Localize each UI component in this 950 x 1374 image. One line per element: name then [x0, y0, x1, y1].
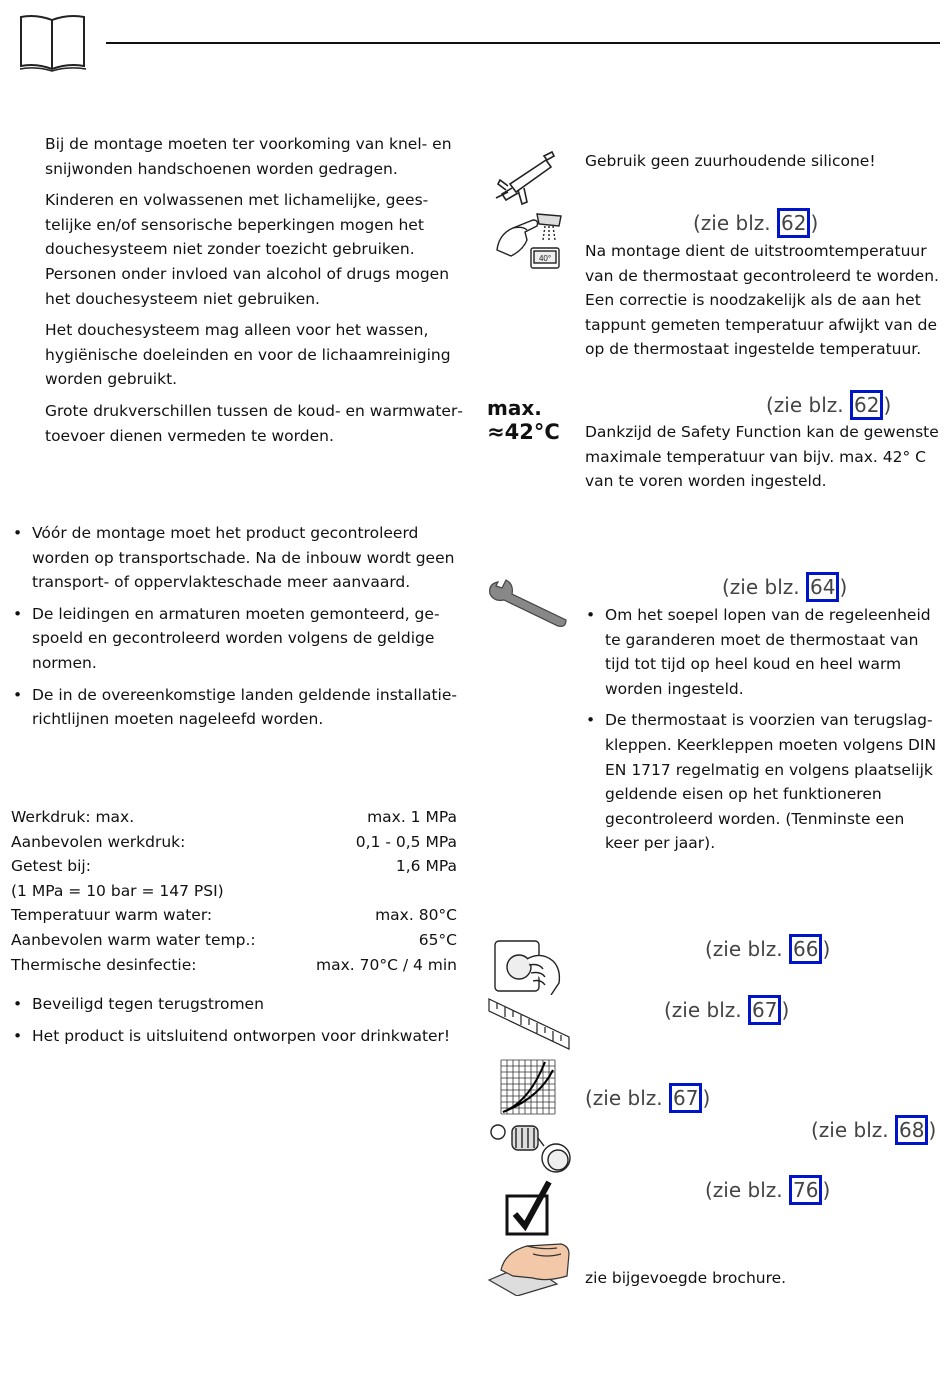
- spec-label: Temperatuur warm water:: [11, 906, 213, 925]
- silicone-gun-icon: [494, 150, 558, 210]
- list-item: • De leidingen en armaturen moeten gemonteerd, gespoeld en gecontroleerd worden volgens de geldige normen.: [11, 602, 463, 676]
- safety-paragraph: Kinderen en volwassenen met lichamelijke, geestelijke en/of sensorische beperkingen mogen het douchesysteem niet zonder toezicht gebruiken. Personen onder invloed van alcohol of drugs mogen het douchesysteem niet gebruiken.: [45, 191, 450, 308]
- list-item: • Om het soepel lopen van de regeleenheid te garanderen moet de thermostaat van tijd tot tijd op heel koud en heel warm worden ingesteld.: [584, 603, 940, 701]
- cartridge-parts-icon: [488, 1118, 574, 1180]
- hand-thermometer-icon: [493, 210, 563, 276]
- page-link[interactable]: 64: [806, 572, 839, 602]
- max-temp-label: max.: [487, 396, 542, 420]
- spec-label: Getest bij:: [11, 857, 91, 876]
- spec-value: 65°C: [418, 930, 457, 949]
- spec-value: max. 70°C / 4 min: [315, 955, 457, 974]
- page-ref-67-a: (zie blz. 67 ): [664, 998, 789, 1022]
- spec-label: (1 MPa = 10 bar = 147 PSI): [11, 881, 224, 900]
- ruler-icon: [487, 997, 571, 1059]
- spec-value: 1,6 MPa: [395, 857, 457, 876]
- max-temp-symbol: [487, 396, 560, 444]
- list-item: • Beveiligd tegen terugstromen: [11, 992, 463, 1017]
- spec-row: [11, 953, 457, 978]
- spec-label: Thermische desinfectie:: [11, 955, 197, 974]
- safety-paragraph: Bij de montage moeten ter voorkoming van knel- en snijwonden handschoenen worden gedragen.: [45, 135, 452, 178]
- spec-row: [11, 928, 457, 953]
- spec-row: [11, 854, 457, 879]
- spec-value: 0,1 - 0,5 MPa: [355, 832, 457, 851]
- list-item: • De thermostaat is voorzien van terugslagkleppen. Keerkleppen moeten volgens DIN EN 1717 regelmatig en volgens plaatselijk geldende eisen op het funktioneren gecontroleerd worden. (Tenminste een keer per jaar).: [584, 708, 940, 856]
- page-ref-62-a: (zie blz. 62 ): [693, 211, 818, 235]
- calibration-text: Na montage dient de uitstroomtemperatuur van de thermostaat gecontroleerd te worden. Een correctie is noodzakelijk als de aan het tappunt gemeten temperatuur afwijkt van de op de thermostaat ingestelde temperatuur.: [585, 242, 939, 359]
- page-ref-67-b: (zie blz. 67 ): [585, 1086, 710, 1110]
- technical-specs: [11, 805, 457, 977]
- page-link[interactable]: 67: [669, 1083, 702, 1113]
- wrench-icon: [486, 574, 570, 634]
- manual-book-icon: [18, 14, 88, 76]
- spec-row: [11, 830, 457, 855]
- spec-label: Aanbevolen werkdruk:: [11, 832, 186, 851]
- max-temp-value: ≈42°C: [487, 420, 560, 444]
- page-link[interactable]: 66: [789, 934, 822, 964]
- thermometer-reading: 40°: [538, 254, 552, 263]
- list-item: • Het product is uitsluitend ontworpen voor drinkwater!: [11, 1024, 463, 1049]
- spec-row: [11, 903, 457, 928]
- spec-value: max. 1 MPa: [367, 808, 457, 826]
- safety-paragraph: Grote drukverschillen tussen de koud- en warmwatertoevoer dienen vermeden te worden.: [45, 401, 463, 445]
- thermostat-knob-hand-icon: [493, 937, 563, 999]
- silicone-warning: Gebruik geen zuurhoudende silicone!: [585, 152, 876, 170]
- safety-function-text: Dankzijd de Safety Function kan de gewenste maximale temperatuur van bijv. max. 42° C van te voren worden ingesteld.: [585, 423, 939, 491]
- list-item: • De in de overeenkomstige landen geldende installatierichtlijnen moeten nageleefd worden.: [11, 683, 463, 732]
- page-ref-68: (zie blz. 68 ): [811, 1118, 936, 1142]
- maintenance-bullets: [584, 603, 940, 863]
- page-ref-66: (zie blz. 66 ): [705, 937, 830, 961]
- flow-diagram-icon: [499, 1058, 559, 1120]
- checkmark-icon: [503, 1180, 555, 1242]
- page-link[interactable]: 67: [748, 995, 781, 1025]
- safety-paragraphs: [45, 132, 465, 455]
- page-ref-62-b: (zie blz. 62 ): [766, 393, 891, 417]
- spec-row: [11, 805, 457, 830]
- brochure-note: zie bijgevoegde brochure.: [585, 1269, 787, 1287]
- page-ref-76: (zie blz. 76 ): [705, 1178, 830, 1202]
- spec-value: max. 80°C: [375, 906, 457, 925]
- list-item: • Vóór de montage moet het product gecontroleerd worden op transportschade. Na de inbouw wordt geen transport- of oppervlakteschade meer aanvaard.: [11, 521, 463, 595]
- montage-bullets: [11, 521, 463, 739]
- page-link[interactable]: 68: [895, 1115, 928, 1145]
- spec-label: Werkdruk: max.: [11, 808, 135, 826]
- spec-bullets: [11, 992, 463, 1055]
- page-link[interactable]: 76: [789, 1175, 822, 1205]
- header-rule: [106, 42, 940, 44]
- hand-cloth-icon: [487, 1240, 571, 1300]
- page-link[interactable]: 62: [850, 390, 883, 420]
- safety-paragraph: Het douchesysteem mag alleen voor het wassen, hygiënische doeleinden en voor de lichaamreiniging worden gebruikt.: [45, 321, 451, 389]
- spec-label: Aanbevolen warm water temp.:: [11, 930, 256, 949]
- page-ref-64: (zie blz. 64 ): [722, 575, 847, 599]
- spec-row: [11, 879, 457, 904]
- page-link[interactable]: 62: [777, 208, 810, 238]
